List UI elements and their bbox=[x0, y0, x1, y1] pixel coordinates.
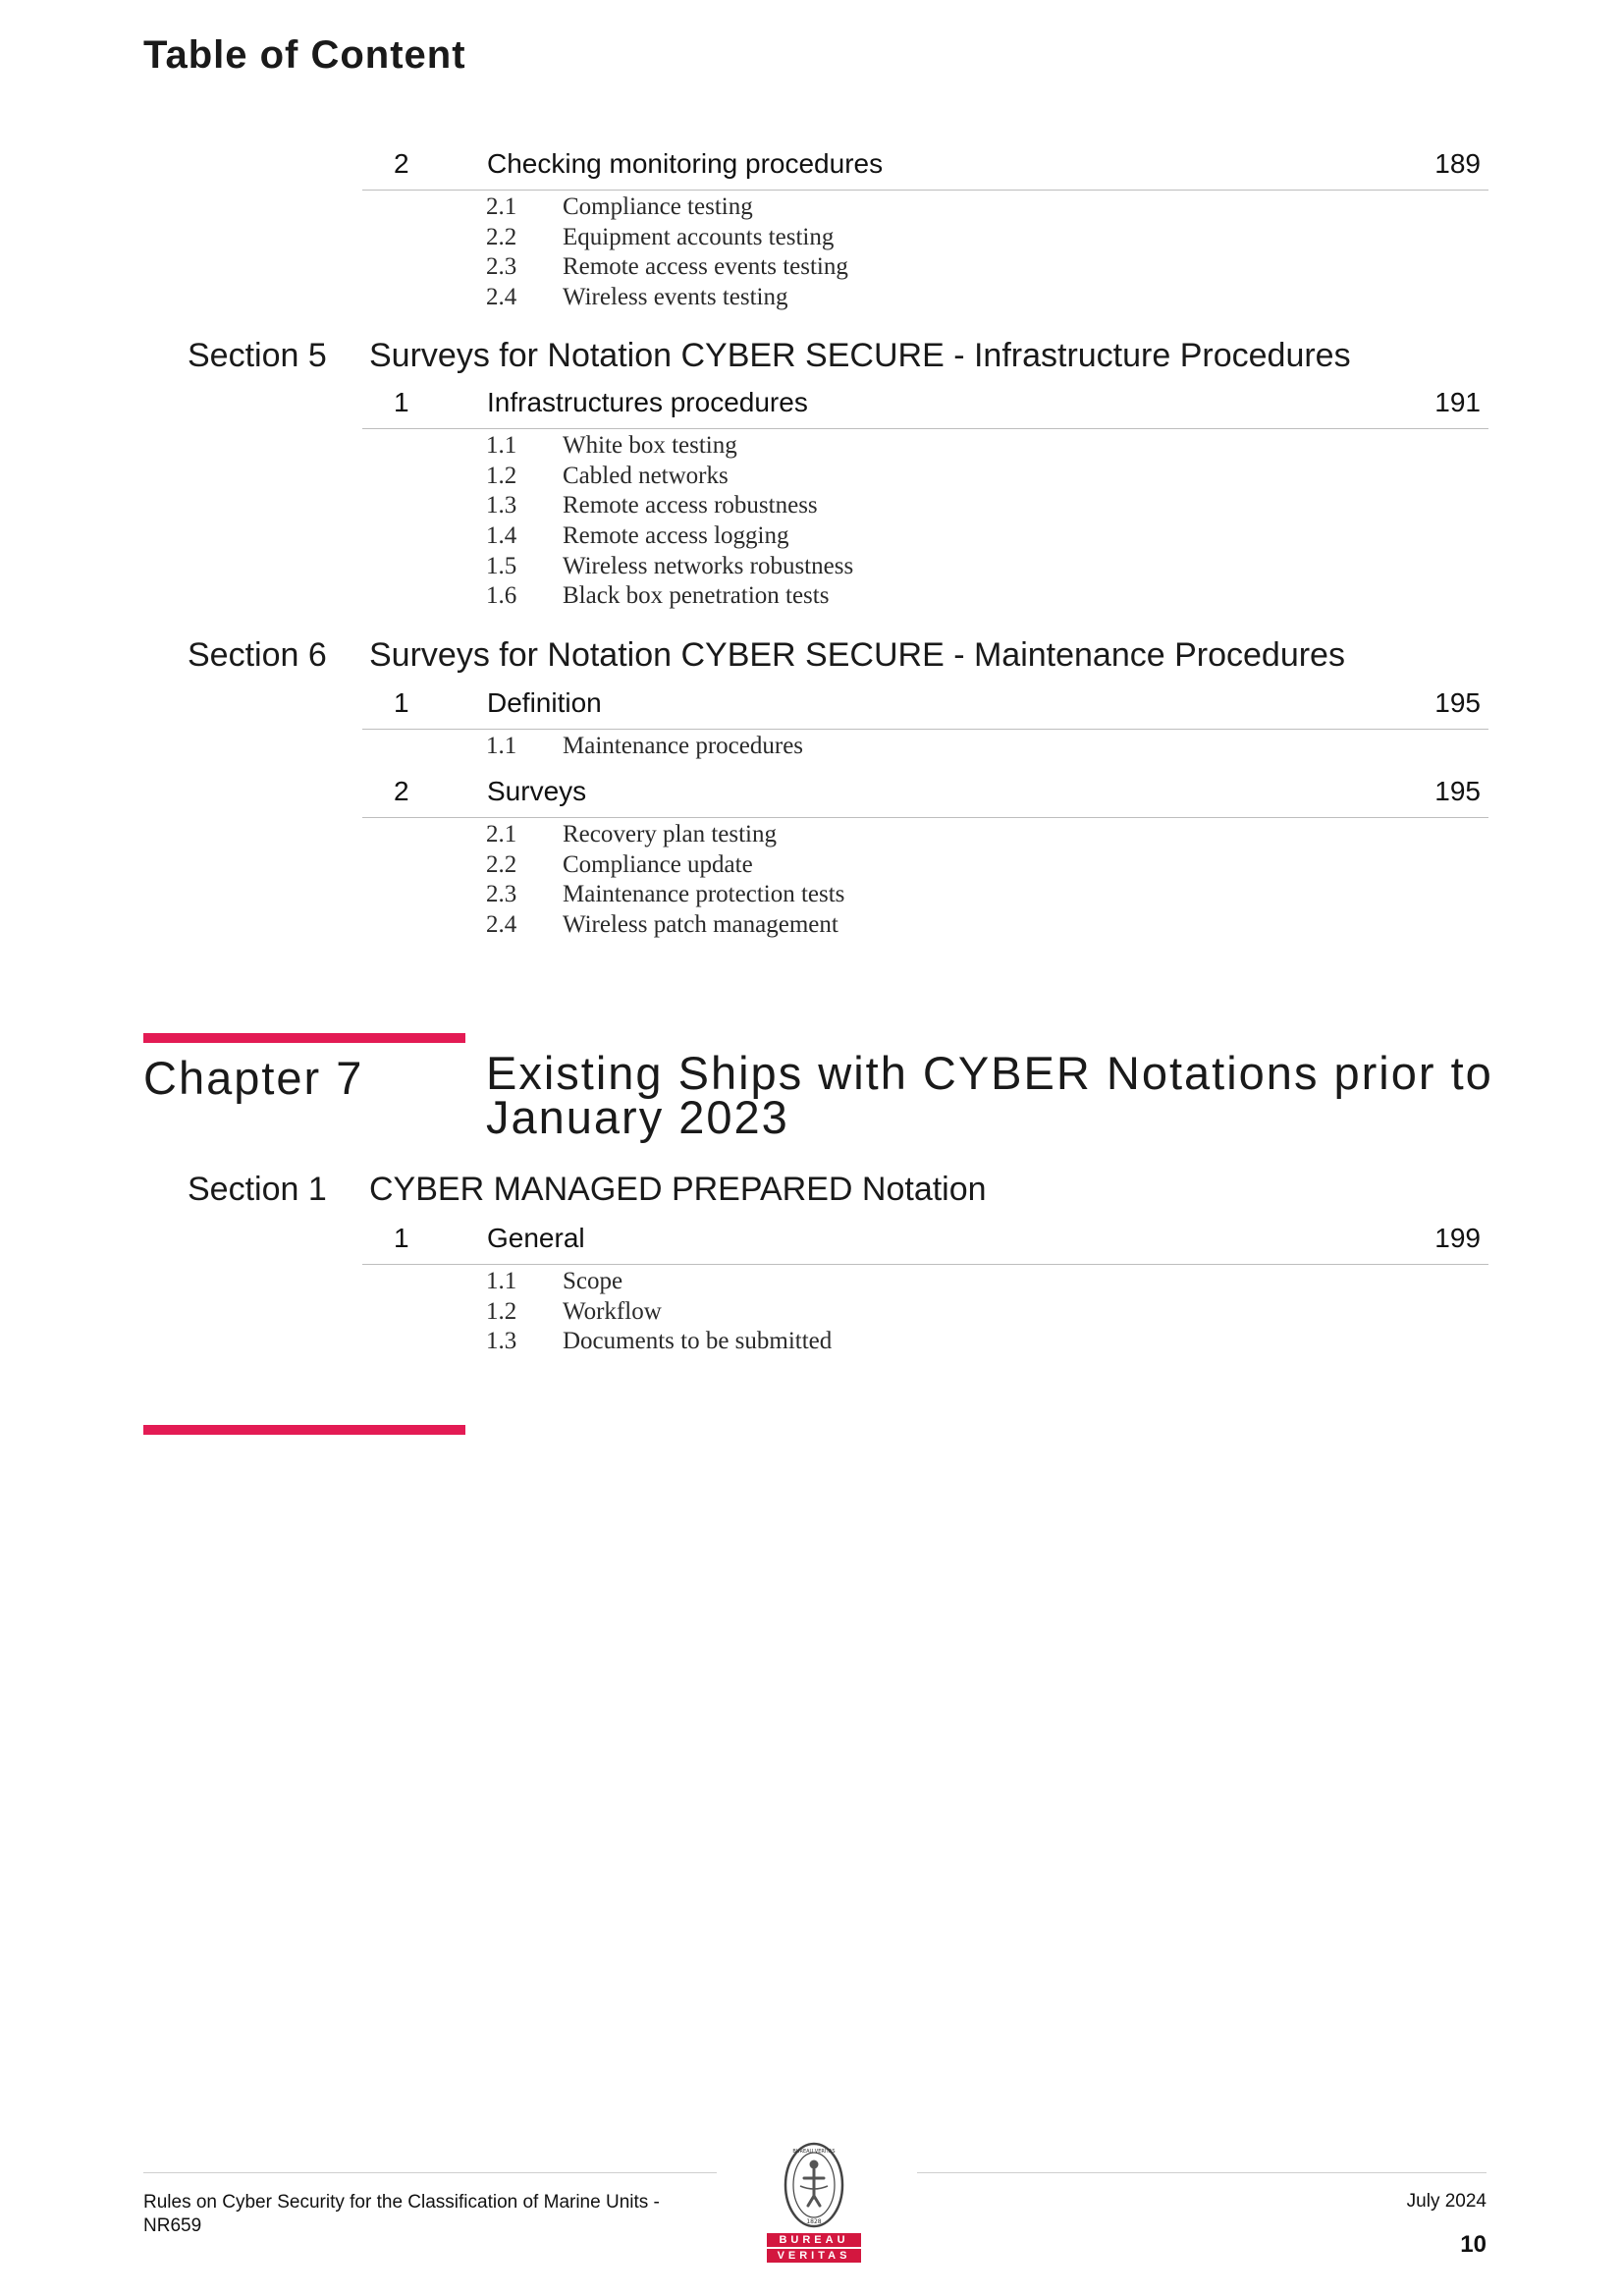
subsection-title: Wireless patch management bbox=[563, 911, 838, 939]
subsection-item[interactable] bbox=[486, 462, 853, 492]
subsection-title: Documents to be submitted bbox=[563, 1328, 833, 1355]
logo-band-bottom: VERITAS bbox=[767, 2249, 861, 2263]
footer-document-title bbox=[143, 2191, 693, 2238]
subsection-title: White box testing bbox=[563, 432, 737, 459]
subsection-list bbox=[486, 820, 844, 941]
subsection-title: Black box penetration tests bbox=[563, 582, 830, 610]
subsection-item[interactable] bbox=[486, 552, 853, 582]
article-page-number: 195 bbox=[1434, 776, 1481, 806]
subsection-item[interactable] bbox=[486, 521, 853, 552]
subsection-title: Wireless events testing bbox=[563, 284, 788, 311]
subsection-list bbox=[486, 732, 803, 762]
section-label: Section 6 bbox=[188, 636, 327, 674]
article-number: 1 bbox=[394, 687, 409, 718]
subsection-number: 2.3 bbox=[486, 253, 517, 281]
subsection-number: 1.3 bbox=[486, 492, 517, 519]
subsection-number: 1.2 bbox=[486, 1297, 517, 1325]
subsection-number: 2.2 bbox=[486, 223, 517, 250]
page-title: Table of Content bbox=[143, 33, 466, 77]
subsection-title: Maintenance procedures bbox=[563, 733, 804, 759]
chapter-title[interactable] bbox=[486, 1047, 1497, 1143]
subsection-title: Equipment accounts testing bbox=[563, 223, 835, 250]
subsection-number: 1.5 bbox=[486, 552, 517, 579]
subsection-number: 1.1 bbox=[486, 733, 517, 759]
chapter-end-accent-bar bbox=[143, 1425, 465, 1435]
toc-article-row[interactable] bbox=[362, 770, 1488, 818]
subsection-title: Wireless networks robustness bbox=[563, 552, 854, 579]
subsection-number: 2.1 bbox=[486, 193, 517, 220]
subsection-title: Cabled networks bbox=[563, 462, 729, 489]
seal-emblem-icon bbox=[783, 2141, 845, 2229]
subsection-list bbox=[486, 192, 848, 313]
article-page-number: 189 bbox=[1434, 148, 1481, 179]
footer-document-line: Rules on Cyber Security for the Classification of Marine Units - bbox=[143, 2192, 660, 2213]
article-title: Infrastructures procedures bbox=[487, 387, 808, 417]
chapter-accent-bar bbox=[143, 1033, 465, 1043]
footer-document-line: NR659 bbox=[143, 2215, 202, 2236]
subsection-item[interactable] bbox=[486, 1327, 832, 1357]
subsection-item[interactable] bbox=[486, 223, 848, 253]
subsection-title: Remote access robustness bbox=[563, 492, 818, 519]
subsection-item[interactable] bbox=[486, 820, 844, 850]
footer-rule-right bbox=[917, 2172, 1487, 2173]
section-title: Surveys for Notation CYBER SECURE - Maintenance Procedures bbox=[369, 636, 1345, 674]
article-title: Surveys bbox=[487, 776, 587, 806]
subsection-title: Remote access logging bbox=[563, 522, 789, 550]
article-number: 2 bbox=[394, 776, 409, 806]
subsection-title: Compliance update bbox=[563, 850, 753, 878]
chapter-title-line: January 2023 bbox=[486, 1091, 789, 1143]
subsection-number: 1.2 bbox=[486, 462, 517, 489]
subsection-item[interactable] bbox=[486, 192, 848, 223]
footer-rule-left bbox=[143, 2172, 717, 2173]
footer-page-number: 10 bbox=[1460, 2231, 1487, 2258]
toc-article-row[interactable] bbox=[362, 142, 1488, 191]
subsection-number: 2.4 bbox=[486, 911, 517, 939]
subsection-item[interactable] bbox=[486, 491, 853, 521]
section-label: Section 5 bbox=[188, 337, 327, 374]
subsection-title: Workflow bbox=[563, 1297, 662, 1325]
seal-top-text: BUREAU VERITAS bbox=[792, 2149, 836, 2155]
subsection-number: 1.4 bbox=[486, 522, 517, 550]
subsection-number: 2.2 bbox=[486, 850, 517, 878]
article-page-number: 191 bbox=[1434, 387, 1481, 417]
subsection-number: 1.6 bbox=[486, 582, 517, 610]
subsection-title: Recovery plan testing bbox=[563, 821, 777, 847]
subsection-number: 1.1 bbox=[486, 1268, 517, 1294]
subsection-number: 1.1 bbox=[486, 432, 517, 459]
subsection-item[interactable] bbox=[486, 1297, 832, 1328]
subsection-title: Compliance testing bbox=[563, 193, 753, 220]
toc-article-row[interactable] bbox=[362, 1217, 1488, 1265]
article-page-number: 199 bbox=[1434, 1223, 1481, 1253]
article-title: Definition bbox=[487, 687, 602, 718]
chapter-title-line: Existing Ships with CYBER Notations prior to bbox=[486, 1047, 1493, 1099]
subsection-number: 2.4 bbox=[486, 284, 517, 311]
subsection-item[interactable] bbox=[486, 910, 844, 941]
article-number: 1 bbox=[394, 387, 409, 417]
subsection-item[interactable] bbox=[486, 581, 853, 612]
section-title: CYBER MANAGED PREPARED Notation bbox=[369, 1171, 987, 1208]
footer-date: July 2024 bbox=[1406, 2191, 1487, 2212]
toc-article-row[interactable] bbox=[362, 682, 1488, 730]
subsection-number: 2.1 bbox=[486, 821, 517, 847]
section-label: Section 1 bbox=[188, 1171, 327, 1208]
subsection-item[interactable] bbox=[486, 431, 853, 462]
article-title: General bbox=[487, 1223, 585, 1253]
subsection-item[interactable] bbox=[486, 850, 844, 881]
article-title: Checking monitoring procedures bbox=[487, 148, 884, 179]
subsection-number: 2.3 bbox=[486, 881, 517, 908]
subsection-item[interactable] bbox=[486, 1267, 832, 1297]
subsection-item[interactable] bbox=[486, 880, 844, 910]
subsection-title: Remote access events testing bbox=[563, 253, 848, 281]
section-title: Surveys for Notation CYBER SECURE - Infrastructure Procedures bbox=[369, 337, 1351, 374]
toc-article-row[interactable] bbox=[362, 381, 1488, 429]
subsection-list bbox=[486, 431, 853, 612]
subsection-item[interactable] bbox=[486, 252, 848, 283]
subsection-item[interactable] bbox=[486, 283, 848, 313]
subsection-list bbox=[486, 1267, 832, 1357]
article-number: 2 bbox=[394, 148, 409, 179]
logo-band-top: BUREAU bbox=[767, 2233, 861, 2247]
seal-year: 1828 bbox=[806, 2218, 822, 2225]
article-number: 1 bbox=[394, 1223, 409, 1253]
subsection-title: Scope bbox=[563, 1268, 623, 1294]
subsection-number: 1.3 bbox=[486, 1328, 517, 1355]
subsection-item[interactable] bbox=[486, 732, 803, 762]
chapter-label[interactable]: Chapter 7 bbox=[143, 1052, 364, 1104]
bureau-veritas-logo bbox=[763, 2141, 865, 2265]
subsection-title: Maintenance protection tests bbox=[563, 881, 845, 908]
article-page-number: 195 bbox=[1434, 687, 1481, 718]
